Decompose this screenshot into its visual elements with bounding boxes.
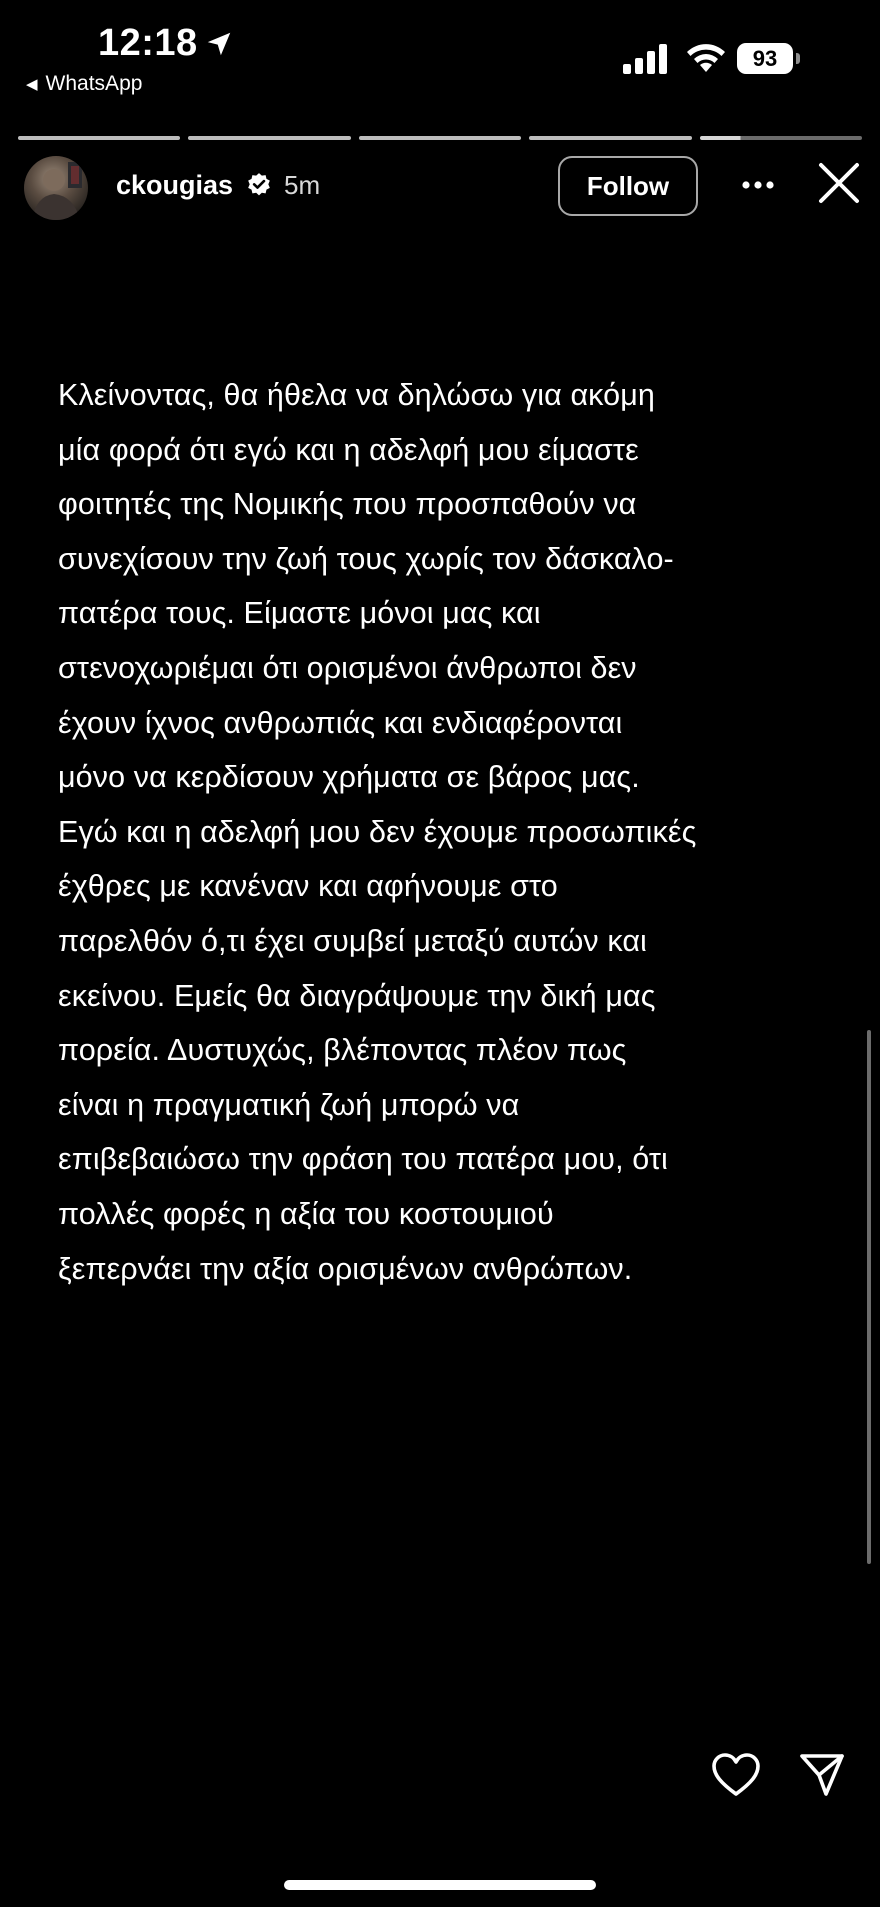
avatar[interactable] xyxy=(24,156,88,220)
back-app-label: WhatsApp xyxy=(45,72,143,95)
status-clock xyxy=(98,22,234,65)
story-progress-bar xyxy=(18,136,862,140)
status-time: 12:18 xyxy=(98,22,198,64)
home-indicator[interactable] xyxy=(284,1880,596,1890)
more-options-icon[interactable] xyxy=(738,170,778,200)
verified-badge-icon xyxy=(246,172,272,198)
signal-icon xyxy=(623,44,669,74)
location-arrow-icon xyxy=(204,29,234,59)
send-icon[interactable] xyxy=(798,1750,846,1798)
battery-icon xyxy=(737,43,793,74)
back-arrow-icon: ◀ xyxy=(26,76,38,93)
battery-tip xyxy=(796,53,800,64)
heart-icon[interactable] xyxy=(711,1752,761,1798)
battery-level: 93 xyxy=(752,45,778,71)
story-username[interactable]: ckougias xyxy=(116,170,234,200)
progress-segment xyxy=(18,136,180,140)
progress-segment xyxy=(188,136,350,140)
story-viewer[interactable] xyxy=(0,120,880,1682)
follow-button[interactable]: Follow xyxy=(558,156,698,216)
avatar-photo xyxy=(24,156,88,220)
story-timestamp: 5m xyxy=(284,170,321,200)
progress-segment-active xyxy=(700,136,862,140)
close-icon[interactable] xyxy=(816,160,862,206)
back-to-app-link[interactable] xyxy=(26,72,142,96)
status-bar xyxy=(0,0,880,110)
story-text: Κλείνοντας, θα ήθελα να δηλώσω για ακόμη μία φορά ότι εγώ και η αδελφή μου είμαστε φοιτητές της Νομικής που προσπαθούν να συνεχίσουν την ζωή τους χωρίς τον δάσκαλο- πατέρα τους. Είμαστε μόνοι μας και στενοχωριέμαι ότι ορισμένοι άνθρωποι δεν έχουν ίχνος ανθρωπιάς και ενδιαφέρονται μόνο να κερδίσουν χρήματα σε βάρος μας. Εγώ και η αδελφή μου δεν έχουμε προσωπικές έχθρες με κανέναν και αφήνουμε στο παρελθόν ό,τι έχει συμβεί μεταξύ αυτών και εκείνου. Εμείς θα διαγράψουμε την δική μας πορεία. Δυστυχώς, βλέποντας πλέον πως είναι η πραγματική ζωή μπορώ να επιβεβαιώσω την φράση του πατέρα μου, ότι πολλές φορές η αξία του κοστουμιού ξεπερνάει την αξία ορισμένων ανθρώπων. xyxy=(58,378,697,1286)
wifi-icon xyxy=(685,42,727,74)
story-header xyxy=(0,156,880,226)
progress-segment xyxy=(529,136,691,140)
progress-segment xyxy=(359,136,521,140)
scrollbar[interactable] xyxy=(867,1030,871,1564)
